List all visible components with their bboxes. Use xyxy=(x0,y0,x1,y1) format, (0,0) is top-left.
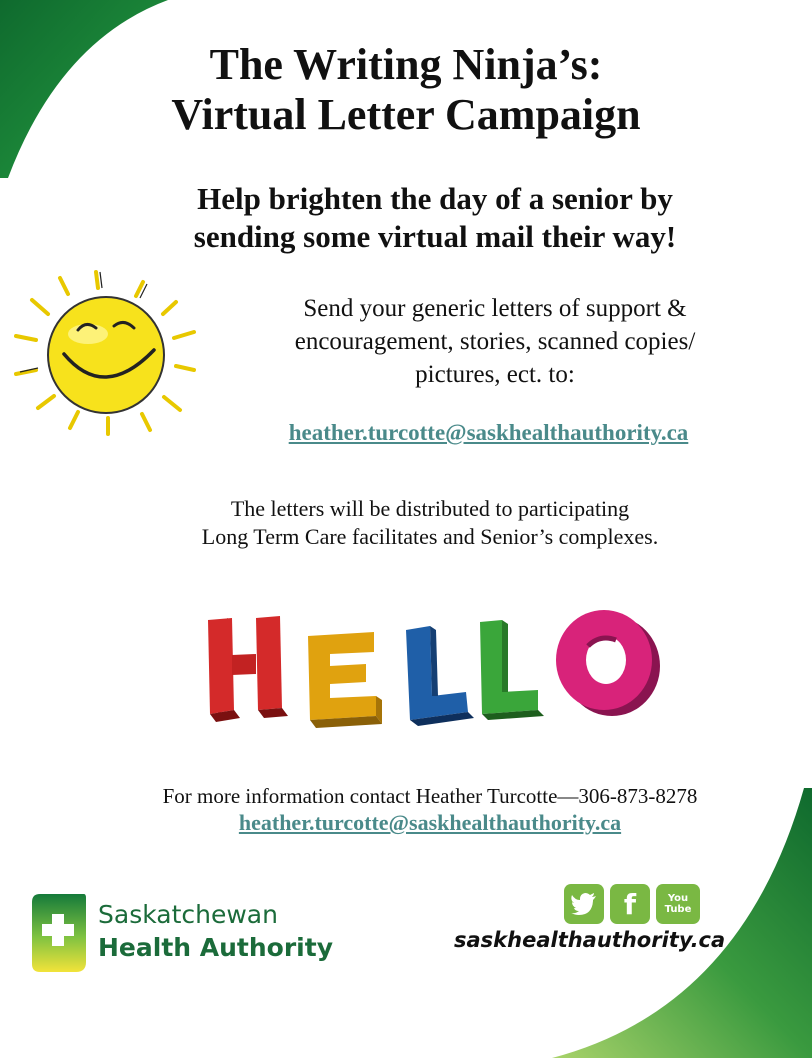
title-line-1: The Writing Ninja’s: xyxy=(209,40,603,89)
sha-cross-logo-icon xyxy=(30,892,88,974)
distribution-note xyxy=(0,495,812,551)
logo-line-2: Health Authority xyxy=(98,933,333,962)
instructions-line-1: Send your generic letters of support & xyxy=(303,295,687,322)
subtitle xyxy=(100,180,770,256)
website-link[interactable]: saskhealthauthority.ca xyxy=(454,928,726,952)
logo-line-1: Saskatchewan xyxy=(98,900,278,929)
sha-logo-text xyxy=(98,898,333,964)
twitter-icon[interactable] xyxy=(564,884,604,924)
smiling-sun-icon xyxy=(8,262,208,437)
hello-letter-l-green xyxy=(480,620,544,720)
email-link-primary[interactable]: heather.turcotte@saskhealthauthority.ca xyxy=(288,420,689,445)
hello-3d-lettering xyxy=(196,600,666,740)
title-line-2: Virtual Letter Campaign xyxy=(171,90,641,139)
hello-letter-o xyxy=(556,610,660,716)
instructions xyxy=(215,292,775,391)
instructions-line-3: pictures, ect. to: xyxy=(415,361,575,388)
hello-letter-h xyxy=(208,616,288,722)
facebook-icon[interactable]: f xyxy=(610,884,650,924)
subtitle-line-2: sending some virtual mail their way! xyxy=(193,219,677,254)
distribution-line-1: The letters will be distributed to participating xyxy=(230,496,630,521)
distribution-line-2: Long Term Care facilitates and Senior’s complexes. xyxy=(201,524,659,549)
hello-letter-e xyxy=(308,632,382,728)
social-icons xyxy=(564,884,700,924)
contact-info: For more information contact Heather Turcotte—306-873-8278 xyxy=(162,784,698,808)
page-title xyxy=(0,40,812,140)
hello-letter-l-blue xyxy=(406,626,474,726)
youtube-icon[interactable]: You Tube xyxy=(656,884,700,924)
email-link-secondary[interactable]: heather.turcotte@saskhealthauthority.ca xyxy=(238,810,622,835)
subtitle-line-1: Help brighten the day of a senior by xyxy=(197,181,673,216)
instructions-line-2: encouragement, stories, scanned copies/ xyxy=(294,328,696,355)
